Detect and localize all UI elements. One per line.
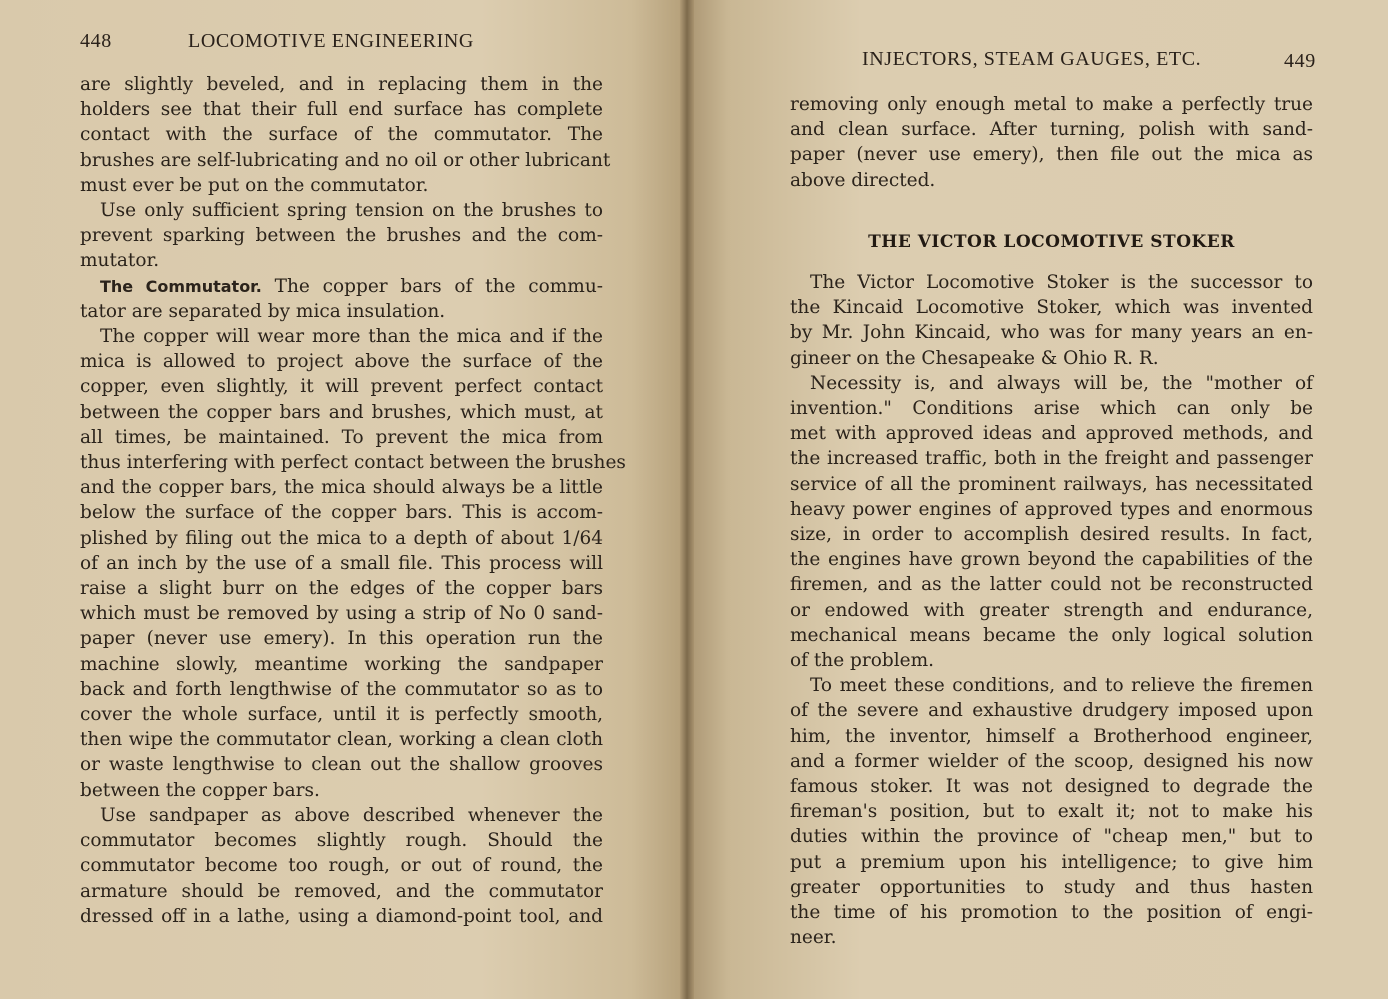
text-line: holders see that their full end surface has complete <box>80 99 603 121</box>
text-line: service of all the prominent railways, has necessitated <box>790 473 1313 495</box>
text-line: commutator become too rough, or out of round, the <box>80 855 603 877</box>
text-line: greater opportunities to study and thus hasten <box>790 876 1313 898</box>
text-line: The Victor Locomotive Stoker is the successor to <box>810 272 1313 293</box>
text-line: Use sandpaper as above described whenever the <box>100 804 603 826</box>
left-page-body <box>80 72 626 929</box>
text-line: neer. <box>790 927 837 949</box>
book-gutter <box>680 0 694 999</box>
text-line: invention." Conditions arise which can only be <box>790 398 1313 420</box>
left-running-title: LOCOMOTIVE ENGINEERING <box>188 30 474 52</box>
text-line: which must be removed by using a strip of No 0 sand- <box>80 603 603 625</box>
text-line-rest: The copper bars of the commu- <box>261 275 603 297</box>
text-line: prevent sparking between the brushes and the com- <box>80 225 603 247</box>
text-line: To meet these conditions, and to relieve the firemen <box>810 675 1313 697</box>
right-page-number: 449 <box>1284 50 1316 72</box>
text-line: between the copper bars. <box>80 779 320 801</box>
text-line: gineer on the Chesapeake & Ohio R. R. <box>790 347 1159 369</box>
text-line: paper (never use emery), then file out the mica as <box>790 144 1313 166</box>
text-line: famous stoker. It was not designed to degrade the <box>790 776 1313 798</box>
text-line: fireman's position, but to exalt it; not to make his <box>790 801 1313 823</box>
text-line: him, the inventor, himself a Brotherhood engineer, <box>790 725 1313 747</box>
text-line: between the copper bars and brushes, which must, at <box>80 401 603 423</box>
text-line: armature should be removed, and the commutator <box>80 880 603 902</box>
text-line: Necessity is, and always will be, the "mother of <box>810 372 1313 394</box>
text-line: all times, be maintained. To prevent the mica from <box>80 426 603 448</box>
text-line: put a premium upon his intelligence; to give him <box>790 851 1313 873</box>
text-line: mica is allowed to project above the surface of the <box>80 351 603 373</box>
text-line: The copper will wear more than the mica and if the <box>100 326 603 348</box>
text-line: and the copper bars, the mica should always be a little <box>80 477 603 499</box>
run-in-heading: The Commutator. <box>100 276 262 296</box>
text-line: or endowed with greater strength and endurance, <box>790 599 1313 621</box>
text-line: removing only enough metal to make a perfectly true <box>790 94 1313 115</box>
text-line: by Mr. John Kincaid, who was for many years an en- <box>790 322 1313 344</box>
text-line <box>80 274 603 299</box>
text-line: mechanical means became the only logical solution <box>790 624 1313 646</box>
text-line: back and forth lengthwise of the commutator so as to <box>80 678 603 700</box>
text-line: are slightly beveled, and in replacing them in the <box>80 74 603 95</box>
text-line: duties within the province of "cheap men," but to <box>790 826 1313 848</box>
text-line: raise a slight burr on the edges of the copper bars <box>80 578 603 600</box>
text-line: firemen, and as the latter could not be reconstructed <box>790 574 1313 596</box>
text-line: tator are separated by mica insulation. <box>80 300 446 322</box>
right-page-body <box>790 270 1313 950</box>
text-line: brushes are self-lubricating and no oil or other lubricant <box>80 149 611 171</box>
left-page-number: 448 <box>80 30 112 52</box>
text-line: of an inch by the use of a small file. This process will <box>80 552 603 574</box>
text-line: paper (never use emery). In this operation run the <box>80 628 603 650</box>
text-line: above directed. <box>790 169 936 191</box>
text-line: cover the whole surface, until it is perfectly smooth, <box>80 704 603 726</box>
text-line: copper, even slightly, it will prevent perfect contact <box>80 376 603 398</box>
text-line: size, in order to accomplish desired results. In fact, <box>790 524 1313 546</box>
right-running-title: INJECTORS, STEAM GAUGES, ETC. <box>862 48 1202 70</box>
text-line: thus interfering with perfect contact between the brushes <box>80 452 626 474</box>
text-line: dressed off in a lathe, using a diamond-point tool, and <box>80 905 603 927</box>
section-heading: THE VICTOR LOCOMOTIVE STOKER <box>868 232 1235 252</box>
text-line: heavy power engines of approved types and enormous <box>790 498 1313 520</box>
text-line: met with approved ideas and approved methods, and <box>790 423 1313 445</box>
text-line: mutator. <box>80 250 160 272</box>
text-line: contact with the surface of the commutator. The <box>80 124 603 146</box>
text-line: and clean surface. After turning, polish with sand- <box>790 119 1313 141</box>
text-line: plished by filing out the mica to a depth of about 1/64 <box>80 527 603 549</box>
text-line: and a former wielder of the scoop, designed his now <box>790 750 1313 772</box>
text-line: machine slowly, meantime working the sandpaper <box>80 653 603 675</box>
text-line: then wipe the commutator clean, working a clean cloth <box>80 729 603 751</box>
text-line: below the surface of the copper bars. This is accom- <box>80 502 603 524</box>
text-line: of the problem. <box>790 650 934 672</box>
text-line: of the severe and exhaustive drudgery imposed upon <box>790 700 1313 722</box>
right-page-continued-text <box>790 92 1313 193</box>
text-line: commutator becomes slightly rough. Should the <box>80 830 603 852</box>
text-line: the engines have grown beyond the capabilities of the <box>790 549 1313 571</box>
text-line: the Kincaid Locomotive Stoker, which was invented <box>790 297 1313 319</box>
text-line: or waste lengthwise to clean out the shallow grooves <box>80 754 603 776</box>
text-line: the time of his promotion to the position of engi- <box>790 902 1313 924</box>
text-line: the increased traffic, both in the freight and passenger <box>790 448 1313 470</box>
text-line: must ever be put on the commutator. <box>80 174 429 196</box>
text-line: Use only sufficient spring tension on the brushes to <box>100 200 603 222</box>
